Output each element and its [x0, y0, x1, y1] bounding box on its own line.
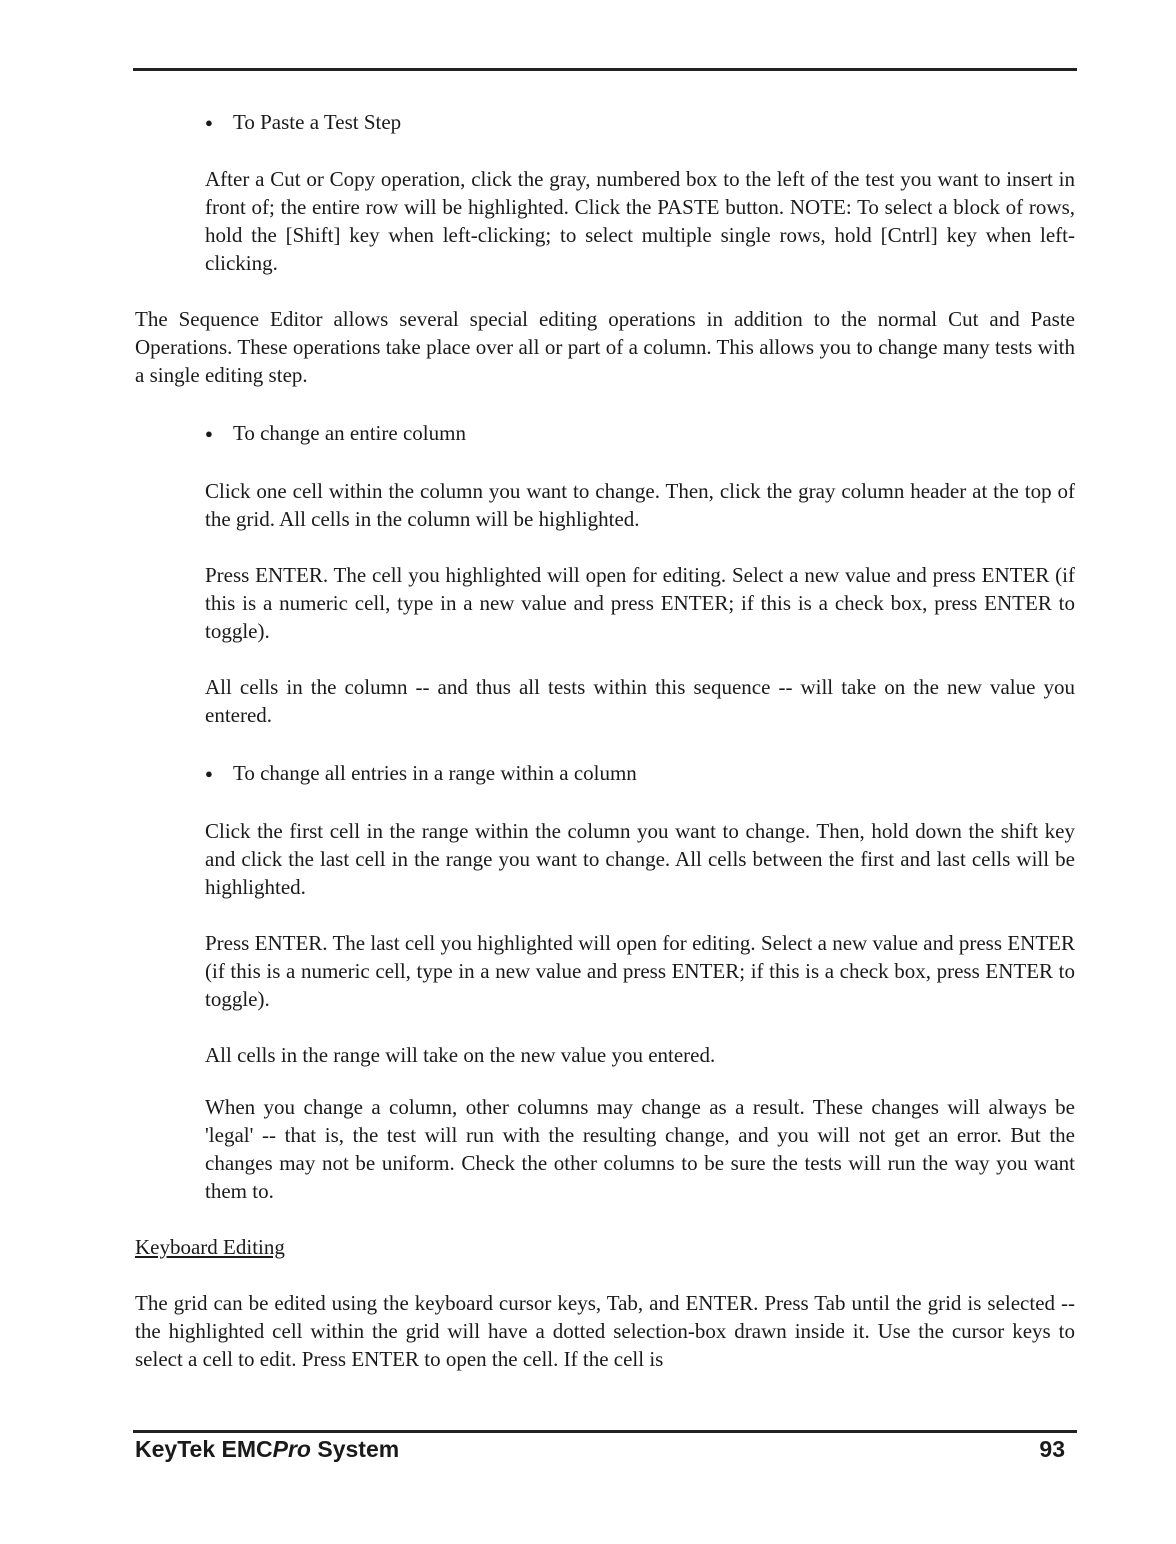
paragraph-range-result: All cells in the range will take on the new value you entered. [205, 1043, 716, 1067]
paragraph-col-click: Click one cell within the column you want to change. Then, click the gray column header at the top of the grid. All cells in the column will be highlighted. [205, 479, 1075, 531]
bullet-paste [205, 108, 1075, 139]
paragraph-column-change: When you change a column, other columns may change as a result. These changes will always be 'legal' -- that is, the test will run with the resulting change, and you will not get an error. But the changes may not be uniform. Check the other columns to be sure the tests will run the way you want them to. [205, 1095, 1075, 1203]
bullet-icon: ● [205, 426, 213, 441]
page-footer [135, 1436, 1065, 1463]
bottom-rule [133, 1430, 1077, 1433]
footer-brand-italic: Pro [272, 1436, 311, 1462]
bullet-paste-text: To Paste a Test Step [233, 110, 402, 134]
footer-brand [135, 1436, 399, 1463]
page-body [135, 108, 1075, 1373]
bullet-change-column [205, 419, 1075, 450]
section-heading-keyboard-editing: Keyboard Editing [135, 1235, 285, 1259]
paragraph-intro: The Sequence Editor allows several special editing operations in addition to the normal Cut and Paste Operations. These operations take place over all or part of a column. This allows you to change many tests with a single editing step. [135, 307, 1075, 387]
top-rule [133, 68, 1077, 71]
bullet-change-column-text: To change an entire column [233, 421, 466, 445]
paragraph-range-enter: Press ENTER. The last cell you highlighted will open for editing. Select a new value and press ENTER (if this is a numeric cell, type in a new value and press ENTER; if this is a check box, press ENTER to toggle). [205, 931, 1075, 1011]
paragraph-range-click: Click the first cell in the range within the column you want to change. Then, hold down the shift key and click the last cell in the range you want to change. All cells between the first and last cells will be highlighted. [205, 819, 1075, 899]
footer-brand-suffix: System [310, 1436, 400, 1462]
paragraph-paste: After a Cut or Copy operation, click the gray, numbered box to the left of the test you want to insert in front of; the entire row will be highlighted. Click the PASTE button. NOTE: To select a block of rows, hold the [Shift] key when left-clicking; to select multiple single rows, hold [Cntrl] key when left-clicking. [205, 167, 1075, 275]
bullet-change-range [205, 759, 1075, 790]
bullet-icon: ● [205, 115, 213, 130]
paragraph-keyboard: The grid can be edited using the keyboard cursor keys, Tab, and ENTER. Press Tab until the grid is selected -- the highlighted cell within the grid will have a dotted selection-box drawn inside it. Use the cursor keys to select a cell to edit. Press ENTER to open the cell. If the cell is [135, 1291, 1075, 1371]
bullet-icon: ● [205, 766, 213, 781]
paragraph-col-result: All cells in the column -- and thus all tests within this sequence -- will take on the new value you entered. [205, 675, 1075, 727]
page-number: 93 [1039, 1436, 1065, 1462]
bullet-change-range-text: To change all entries in a range within a column [233, 761, 637, 785]
footer-brand-prefix: KeyTek EMC [135, 1436, 273, 1462]
paragraph-col-enter: Press ENTER. The cell you highlighted will open for editing. Select a new value and press ENTER (if this is a numeric cell, type in a new value and press ENTER; if this is a check box, press ENTER to toggle). [205, 563, 1075, 643]
